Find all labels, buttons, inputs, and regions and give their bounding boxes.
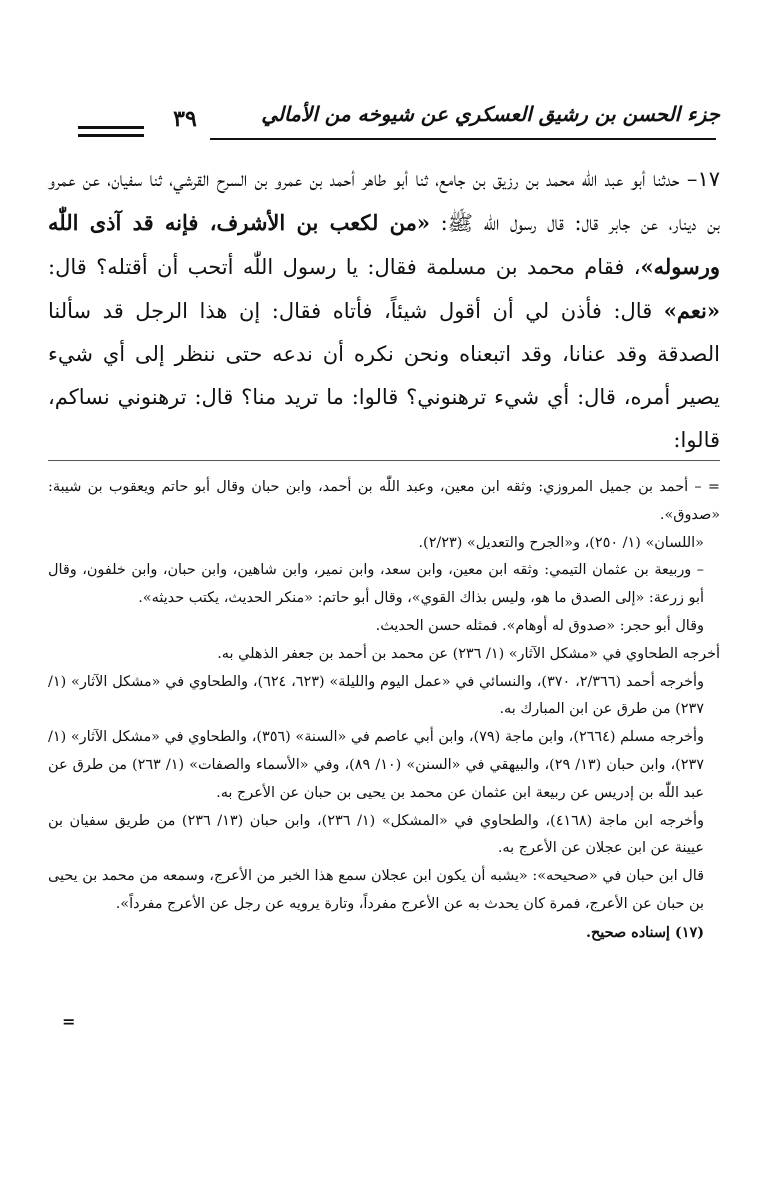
isnad-verdict: (١٧) إسناده صحيح. bbox=[586, 923, 704, 941]
footnote-line: وقال أبو حجر: «صدوق له أوهام». فمثله حسن الحديث. bbox=[375, 617, 704, 634]
prophet-saying: «من لكعب بن الأشرف، فإنه قد آذى اللّٰه ورسوله» bbox=[48, 210, 720, 279]
hadith-paragraph bbox=[48, 158, 720, 462]
hadith-text bbox=[48, 158, 720, 462]
footnote-line: وأخرجه مسلم (٢٦٦٤)، وابن ماجة (٧٩)، وابن أبي عاصم في «السنة» (٣٥٦)، والطحاوي في «مشكل الآثار» (١/ ٢٣٧)، وابن حبان (١٣/ ٢٩)، والبيهقي في «السنن» (١٠/ ٨٩)، وفي «الأسماء والصفات» (١/ ٢٦٣) من طرق عن عبد اللّٰه بن إدريس عن ربيعة ابن عثمان عن محمد بن يحيى بن حبان عن الأعرج به. bbox=[48, 729, 704, 801]
footnote-line: وأخرجه أحمد (٢/٣٦٦، ٣٧٠)، والنسائي في «عمل اليوم والليلة» (٦٢٣، ٦٢٤)، والطحاوي في «مشكل الآثار» (١/ ٢٣٧) من طرق عن ابن المبارك به. bbox=[48, 673, 704, 718]
running-title: جزء الحسن بن رشيق العسكري عن شيوخه من الأمالي bbox=[261, 102, 720, 126]
hadith-opening: ١٧– حدثنا أبو عبد اللّٰه محمد بن رزيق بن جامع، ثنا أبو طاهر أحمد بن عمرو بن السرح القرشي، ثنا سفيان، عن عمرو بن دينار، عن جابر قال: قال رسول اللّٰه ﷺ: bbox=[48, 167, 720, 235]
page-number: ٣٩ bbox=[173, 106, 197, 132]
header-rule bbox=[210, 138, 716, 140]
continuation-mark: = bbox=[62, 1012, 76, 1031]
footnotes bbox=[48, 474, 720, 947]
footnote-separator bbox=[48, 460, 720, 461]
footnote-line: أخرجه الطحاوي في «مشكل الآثار» (١/ ٢٣٦) عن محمد بن أحمد بن جعفر الذهلي به. bbox=[217, 645, 720, 662]
footnote-line: «اللسان» (١/ ٢٥٠)، و«الجرح والتعديل» (٢/٢٣). bbox=[418, 534, 704, 551]
hadith-continuation: ، فقام محمد بن مسلمة فقال: يا رسول اللّٰه أتحب أن أقتله؟ قال: bbox=[48, 255, 641, 279]
hadith-rest: قال: فأذن لي أن أقول شيئاً، فأتاه فقال: إن هذا الرجل قد سألنا الصدقة وقد عنانا، وقد اتبعناه ونحن نكره أن ندعه حتى ننظر إلى أي شيء يصير أمره، قال: أي شيء ترهنوني؟ قالوا: ما تريد منا؟ قال: ترهنوني نساكم، قالوا: bbox=[48, 299, 720, 452]
footnote-line: = – أحمد بن جميل المروزي: وثقه ابن معين، وعبد اللّٰه بن أحمد، وابن حبان وقال أبو حاتم ويعقوب بن شيبة: «صدوق». bbox=[48, 479, 720, 523]
header-rule-short-top bbox=[78, 126, 144, 129]
answer-yes: «نعم» bbox=[663, 298, 720, 323]
footnote-line: – وربيعة بن عثمان التيمي: وثقه ابن معين، وابن سعد، وابن نمير، وابن شاهين، وابن حبان، وابن خلفون، وقال أبو زرعة: «إلى الصدق ما هو، وليس بذاك القوي»، وقال أبو حاتم: «منكر الحديث، يكتب حديثه». bbox=[48, 562, 704, 607]
footnote-line: قال ابن حبان في «صحيحه»: «يشبه أن يكون ابن عجلان سمع هذا الخبر من الأعرج، وسمعه من محمد بن يحيى بن حبان عن الأعرج، فمرة كان يحدث به عن الأعرج مفرداً، وتارة يرويه عن رجل عن الأعرج مفرداً». bbox=[48, 868, 704, 912]
header-rule-short-bottom bbox=[78, 134, 144, 137]
footnote-line: وأخرجه ابن ماجة (٤١٦٨)، والطحاوي في «المشكل» (١/ ٢٣٦)، وابن حبان (١٣/ ٢٣٦) من طريق سفيان بن عيينة عن ابن عجلان عن الأعرج به. bbox=[48, 812, 704, 857]
